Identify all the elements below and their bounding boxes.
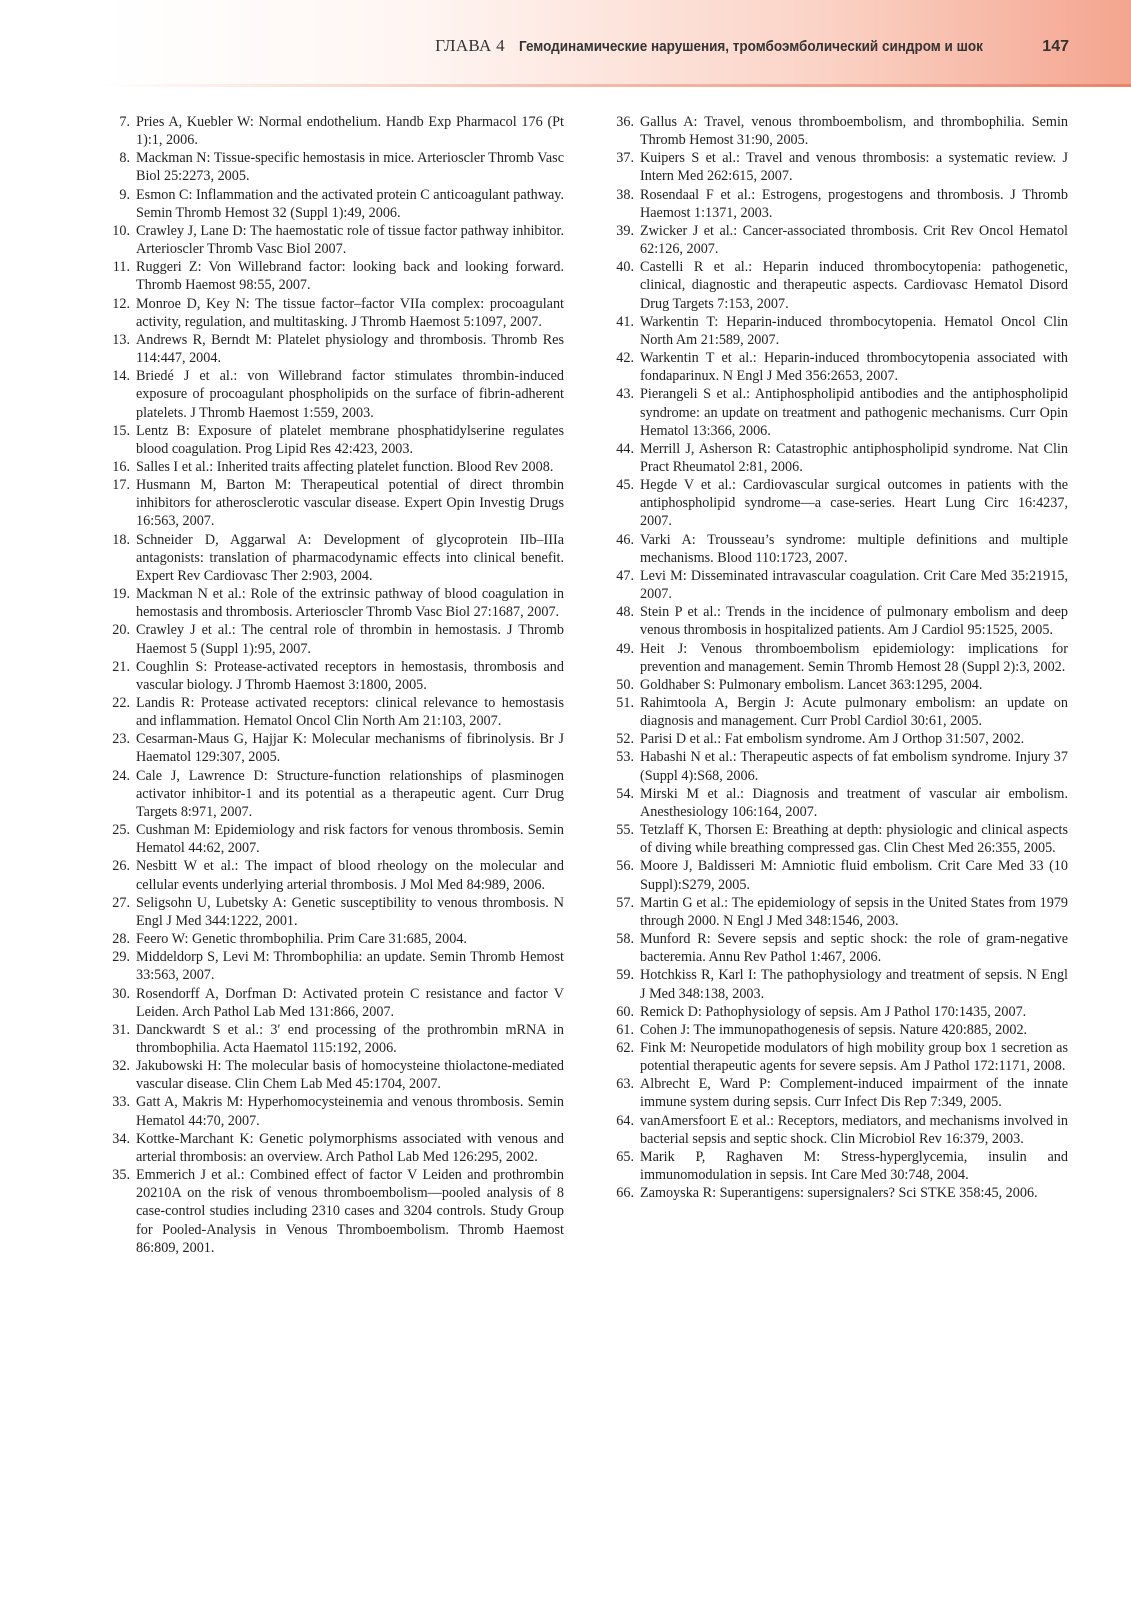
- reference-item: [100, 331, 564, 367]
- reference-number: 18.: [112, 531, 130, 548]
- reference-number: 40.: [616, 259, 634, 276]
- reference-text: Crawley J et al.: The central role of thrombin in hemostasis. J Thromb Haemost 5 (Suppl 1):95, 2007.: [136, 622, 564, 657]
- reference-number: 42.: [616, 350, 634, 367]
- reference-item: [604, 730, 1068, 748]
- reference-text: Cale J, Lawrence D: Structure-function relationships of plasminogen activator inhibitor-1 and its potential as a therapeutic agent. Curr Drug Targets 8:971, 2007.: [136, 767, 564, 820]
- reference-number: 47.: [616, 567, 634, 584]
- reference-text: Rahimtoola A, Bergin J: Acute pulmonary embolism: an update on diagnosis and management. Curr Probl Cardiol 30:61, 2005.: [640, 695, 1068, 730]
- reference-text: Briedé J et al.: von Willebrand factor stimulates thrombin-induced exposure of procoagulant phospholipids on the surface of fibrin-adherent platelets. J Thromb Haemost 1:559, 2003.: [136, 368, 564, 421]
- reference-item: [100, 113, 564, 149]
- reference-number: 35.: [112, 1167, 130, 1184]
- reference-number: 34.: [112, 1130, 130, 1147]
- reference-number: 52.: [616, 731, 634, 748]
- reference-number: 10.: [112, 222, 130, 239]
- reference-number: 48.: [616, 604, 634, 621]
- reference-number: 20.: [112, 622, 130, 639]
- reference-text: Merrill J, Asherson R: Catastrophic antiphospholipid syndrome. Nat Clin Pract Rheumatol 2:81, 2006.: [640, 440, 1068, 475]
- reference-item: [604, 857, 1068, 893]
- reference-text: Castelli R et al.: Heparin induced thrombocytopenia: pathogenetic, clinical, diagnostic and therapeutic aspects. Cardiovasc Hematol Disord Drug Targets 7:153, 2007.: [640, 259, 1068, 312]
- reference-item: [604, 676, 1068, 694]
- reference-text: Mackman N: Tissue-specific hemostasis in mice. Arterioscler Thromb Vasc Biol 25:2273, 2005.: [136, 150, 564, 185]
- reference-text: Albrecht E, Ward P: Complement-induced impairment of the innate immune system during sepsis. Curr Infect Dis Rep 7:349, 2005.: [640, 1076, 1068, 1111]
- reference-item: [100, 857, 564, 893]
- reference-text: Goldhaber S: Pulmonary embolism. Lancet 363:1295, 2004.: [640, 676, 983, 693]
- reference-number: 8.: [119, 150, 130, 167]
- reference-item: [100, 658, 564, 694]
- reference-number: 15.: [112, 422, 130, 439]
- reference-item: [604, 258, 1068, 312]
- reference-number: 63.: [616, 1076, 634, 1093]
- reference-item: [100, 948, 564, 984]
- reference-number: 38.: [616, 186, 634, 203]
- reference-number: 53.: [616, 749, 634, 766]
- reference-text: Schneider D, Aggarwal A: Development of glycoprotein IIb–IIIa antagonists: translation of pharmacodynamic effects into clinical benefit. Expert Rev Cardiovasc Ther 2:903, 2004.: [136, 531, 564, 584]
- reference-text: Warkentin T: Heparin-induced thrombocytopenia. Hematol Oncol Clin North Am 21:589, 2007.: [640, 313, 1068, 348]
- reference-text: Habashi N et al.: Therapeutic aspects of fat embolism syndrome. Injury 37 (Suppl 4):S68, 2006.: [640, 749, 1068, 784]
- reference-text: Rosendorff A, Dorfman D: Activated protein C resistance and factor V Leiden. Arch Pathol Lab Med 131:866, 2007.: [136, 985, 564, 1020]
- reference-number: 57.: [616, 894, 634, 911]
- reference-number: 54.: [616, 785, 634, 802]
- reference-number: 16.: [112, 458, 130, 475]
- reference-item: [100, 258, 564, 294]
- reference-item: [100, 149, 564, 185]
- reference-item: [100, 585, 564, 621]
- reference-item: [100, 985, 564, 1021]
- reference-number: 22.: [112, 695, 130, 711]
- reference-item: [604, 440, 1068, 476]
- reference-text: Emmerich J et al.: Combined effect of factor V Leiden and prothrombin 20210A on the risk of venous thromboembolism—pooled analysis of 8 case-control studies including 2310 cases and 3204 controls. Study Group for Pooled-Analysis in Venous Thromboembolism. Thromb Haemost 86:809, 2001.: [136, 1167, 564, 1256]
- reference-text: Middeldorp S, Levi M: Thrombophilia: an update. Semin Thromb Hemost 33:563, 2007.: [136, 949, 564, 984]
- reference-text: Gallus A: Travel, venous thromboembolism, and thrombophilia. Semin Thromb Hemost 31:90, 2005.: [640, 114, 1068, 149]
- reference-item: [100, 1166, 564, 1257]
- reference-text: Salles I et al.: Inherited traits affecting platelet function. Blood Rev 2008.: [136, 458, 554, 475]
- reference-text: Parisi D et al.: Fat embolism syndrome. Am J Orthop 31:507, 2002.: [640, 731, 1025, 748]
- reference-text: Landis R: Protease activated receptors: clinical relevance to hemostasis and inflammation. Hematol Oncol Clin North Am 21:103, 2007.: [136, 695, 564, 730]
- reference-number: 25.: [112, 822, 130, 839]
- reference-text: vanAmersfoort E et al.: Receptors, mediators, and mechanisms involved in bacterial sepsis and septic shock. Clin Microbiol Rev 16:379, 2003.: [640, 1112, 1068, 1147]
- reference-text: Zwicker J et al.: Cancer-associated thrombosis. Crit Rev Oncol Hematol 62:126, 2007.: [640, 222, 1068, 258]
- reference-number: 19.: [112, 586, 130, 603]
- reference-text: Stein P et al.: Trends in the incidence of pulmonary embolism and deep venous thrombosis in hospitalized patients. Am J Cardiol 95:1525, 2005.: [640, 604, 1068, 639]
- chapter-label: ГЛАВА 4: [435, 36, 505, 55]
- reference-number: 50.: [616, 676, 634, 693]
- reference-number: 64.: [616, 1112, 634, 1129]
- reference-number: 13.: [112, 331, 130, 348]
- reference-number: 58.: [616, 931, 634, 948]
- reference-item: [604, 1184, 1068, 1202]
- reference-number: 43.: [616, 386, 634, 403]
- reference-text: Andrews R, Berndt M: Platelet physiology and thrombosis. Thromb Res 114:447, 2004.: [136, 331, 564, 367]
- reference-number: 59.: [616, 967, 634, 984]
- reference-number: 65.: [616, 1148, 634, 1165]
- reference-item: [100, 476, 564, 530]
- reference-text: Fink M: Neuropetide modulators of high mobility group box 1 secretion as potential therapeutic agents for severe sepsis. Am J Pathol 172:1171, 2008.: [640, 1039, 1068, 1075]
- reference-number: 44.: [616, 440, 634, 457]
- reference-item: [100, 458, 564, 476]
- reference-text: Varki A: Trousseau’s syndrome: multiple definitions and multiple mechanisms. Blood 110:1723, 2007.: [640, 531, 1068, 566]
- reference-item: [604, 821, 1068, 857]
- reference-number: 24.: [112, 767, 130, 784]
- reference-number: 14.: [112, 368, 130, 385]
- reference-item: [100, 767, 564, 821]
- reference-item: [100, 1057, 564, 1093]
- reference-text: Ruggeri Z: Von Willebrand factor: looking back and looking forward. Thromb Haemost 98:55, 2007.: [136, 259, 564, 294]
- reference-number: 41.: [616, 313, 634, 330]
- reference-text: Rosendaal F et al.: Estrogens, progestogens and thrombosis. J Thromb Haemost 1:1371, 2003.: [640, 186, 1068, 221]
- reference-item: [604, 385, 1068, 439]
- reference-item: [604, 222, 1068, 258]
- reference-number: 66.: [616, 1185, 634, 1202]
- reference-text: Mirski M et al.: Diagnosis and treatment of vascular air embolism. Anesthesiology 106:164, 2007.: [640, 785, 1068, 820]
- reference-item: [604, 603, 1068, 639]
- header-rule: [100, 84, 1131, 87]
- reference-item: [100, 694, 564, 730]
- reference-text: Heit J: Venous thromboembolism epidemiology: implications for prevention and management. Semin Thromb Hemost 28 (Suppl 2):3, 2002.: [640, 640, 1068, 675]
- reference-number: 21.: [112, 658, 130, 675]
- reference-number: 27.: [112, 894, 130, 911]
- reference-item: [604, 1039, 1068, 1075]
- reference-item: [604, 1021, 1068, 1039]
- references-column-right: [604, 113, 1068, 1257]
- reference-item: [100, 1093, 564, 1129]
- reference-item: [100, 367, 564, 421]
- reference-item: [604, 313, 1068, 349]
- reference-text: Munford R: Severe sepsis and septic shock: the role of gram-negative bacteremia. Annu Rev Pathol 1:467, 2006.: [640, 931, 1068, 966]
- reference-text: Zamoyska R: Superantigens: supersignalers? Sci STKE 358:45, 2006.: [640, 1185, 1038, 1202]
- reference-number: 29.: [112, 949, 130, 966]
- reference-text: Feero W: Genetic thrombophilia. Prim Care 31:685, 2004.: [136, 931, 467, 948]
- reference-text: Remick D: Pathophysiology of sepsis. Am J Pathol 170:1435, 2007.: [640, 1003, 1027, 1020]
- reference-number: 11.: [112, 259, 130, 276]
- references-column-left: [100, 113, 564, 1257]
- reference-item: [604, 1075, 1068, 1111]
- reference-text: Warkentin T et al.: Heparin-induced thrombocytopenia associated with fondaparinux. N Engl J Med 356:2653, 2007.: [640, 350, 1068, 385]
- reference-number: 55.: [616, 822, 634, 839]
- reference-text: Pries A, Kuebler W: Normal endothelium. Handb Exp Pharmacol 176 (Pt 1):1, 2006.: [136, 114, 564, 149]
- reference-number: 51.: [616, 695, 634, 711]
- reference-item: [604, 567, 1068, 603]
- reference-text: Jakubowski H: The molecular basis of homocysteine thiolactone-mediated vascular disease. Clin Chem Lab Med 45:1704, 2007.: [136, 1058, 564, 1093]
- references-body: [100, 113, 1068, 1257]
- reference-text: Lentz B: Exposure of platelet membrane phosphatidylserine regulates blood coagulation. Prog Lipid Res 42:423, 2003.: [136, 422, 564, 457]
- reference-item: [604, 894, 1068, 930]
- reference-item: [604, 748, 1068, 784]
- reference-item: [100, 531, 564, 585]
- reference-item: [604, 149, 1068, 185]
- reference-number: 23.: [112, 731, 130, 748]
- reference-number: 7.: [119, 114, 130, 130]
- reference-text: Esmon C: Inflammation and the activated protein C anticoagulant pathway. Semin Thromb Hemost 32 (Suppl 1):49, 2006.: [136, 186, 564, 221]
- reference-item: [604, 113, 1068, 149]
- reference-number: 61.: [616, 1021, 634, 1038]
- reference-item: [100, 222, 564, 258]
- page-number: 147: [1042, 38, 1069, 55]
- reference-number: 36.: [616, 114, 634, 130]
- reference-list-left: [100, 113, 564, 1257]
- reference-item: [604, 930, 1068, 966]
- reference-item: [100, 894, 564, 930]
- reference-number: 49.: [616, 640, 634, 657]
- reference-text: Husmann M, Barton M: Therapeutical potential of direct thrombin inhibitors for atherosclerotic vascular disease. Expert Opin Investig Drugs 16:563, 2007.: [136, 477, 564, 530]
- reference-number: 62.: [616, 1039, 634, 1056]
- reference-text: Crawley J, Lane D: The haemostatic role of tissue factor pathway inhibitor. Arterioscler Thromb Vasc Biol 2007.: [136, 222, 564, 258]
- reference-text: Kottke-Marchant K: Genetic polymorphisms associated with venous and arterial thrombosis: an overview. Arch Pathol Lab Med 126:295, 2002.: [136, 1130, 564, 1165]
- reference-text: Cohen J: The immunopathogenesis of sepsis. Nature 420:885, 2002.: [640, 1021, 1028, 1038]
- reference-item: [604, 694, 1068, 730]
- reference-item: [604, 640, 1068, 676]
- reference-number: 28.: [112, 931, 130, 948]
- reference-text: Mackman N et al.: Role of the extrinsic pathway of blood coagulation in hemostasis and thrombosis. Arterioscler Thromb Vasc Biol 27:1687, 2007.: [136, 586, 564, 621]
- reference-item: [604, 349, 1068, 385]
- reference-item: [100, 930, 564, 948]
- running-header: [435, 36, 1069, 56]
- reference-number: 37.: [616, 150, 634, 167]
- reference-number: 12.: [112, 295, 130, 312]
- reference-number: 26.: [112, 858, 130, 875]
- reference-text: Moore J, Baldisseri M: Amniotic fluid embolism. Crit Care Med 33 (10 Suppl):S279, 2005.: [640, 858, 1068, 893]
- reference-text: Pierangeli S et al.: Antiphospholipid antibodies and the antiphospholipid syndrome: an update on treatment and pathogenic mechanisms. Curr Opin Hematol 13:366, 2006.: [640, 386, 1068, 439]
- chapter-title: Гемодинамические нарушения, тромбоэмболический синдром и шок: [518, 38, 983, 55]
- reference-number: 60.: [616, 1003, 634, 1020]
- reference-text: Monroe D, Key N: The tissue factor–factor VIIa complex: procoagulant activity, regulation, and multitasking. J Thromb Haemost 5:1097, 2007.: [136, 295, 564, 330]
- reference-item: [100, 621, 564, 657]
- reference-item: [100, 422, 564, 458]
- reference-text: Gatt A, Makris M: Hyperhomocysteinemia and venous thrombosis. Semin Hematol 44:70, 2007.: [136, 1094, 564, 1129]
- reference-text: Hegde V et al.: Cardiovascular surgical outcomes in patients with the antiphospholipid syndrome—a case-series. Heart Lung Circ 16:4237, 2007.: [640, 477, 1068, 530]
- reference-number: 45.: [616, 477, 634, 494]
- reference-number: 31.: [112, 1021, 130, 1038]
- reference-text: Martin G et al.: The epidemiology of sepsis in the United States from 1979 through 2000. N Engl J Med 348:1546, 2003.: [640, 894, 1068, 929]
- reference-item: [604, 531, 1068, 567]
- reference-text: Kuipers S et al.: Travel and venous thrombosis: a systematic review. J Intern Med 262:615, 2007.: [640, 150, 1068, 185]
- reference-list-right: [604, 113, 1068, 1202]
- reference-number: 17.: [112, 477, 130, 494]
- reference-number: 9.: [119, 186, 130, 203]
- reference-item: [100, 1021, 564, 1057]
- reference-number: 32.: [112, 1058, 130, 1075]
- reference-text: Levi M: Disseminated intravascular coagulation. Crit Care Med 35:21915, 2007.: [640, 567, 1068, 603]
- reference-text: Cushman M: Epidemiology and risk factors for venous thrombosis. Semin Hematol 44:62, 2007.: [136, 822, 564, 857]
- reference-item: [100, 821, 564, 857]
- reference-item: [604, 785, 1068, 821]
- reference-item: [604, 476, 1068, 530]
- reference-text: Hotchkiss R, Karl I: The pathophysiology and treatment of sepsis. N Engl J Med 348:138, 2003.: [640, 967, 1068, 1002]
- reference-item: [100, 1130, 564, 1166]
- reference-item: [100, 295, 564, 331]
- reference-number: 39.: [616, 222, 634, 239]
- reference-text: Seligsohn U, Lubetsky A: Genetic susceptibility to venous thrombosis. N Engl J Med 344:1222, 2001.: [136, 894, 564, 929]
- reference-number: 46.: [616, 531, 634, 548]
- reference-text: Danckwardt S et al.: 3′ end processing of the prothrombin mRNA in thrombophilia. Acta Haematol 115:192, 2006.: [136, 1021, 564, 1056]
- reference-item: [604, 1112, 1068, 1148]
- reference-item: [604, 186, 1068, 222]
- reference-number: 30.: [112, 985, 130, 1002]
- reference-text: Coughlin S: Protease-activated receptors in hemostasis, thrombosis and vascular biology. J Thromb Haemost 3:1800, 2005.: [136, 658, 564, 693]
- reference-number: 33.: [112, 1094, 130, 1111]
- reference-item: [604, 966, 1068, 1002]
- reference-item: [100, 730, 564, 766]
- reference-text: Cesarman-Maus G, Hajjar K: Molecular mechanisms of fibrinolysis. Br J Haematol 129:307, 2005.: [136, 731, 564, 766]
- reference-text: Nesbitt W et al.: The impact of blood rheology on the molecular and cellular events underlying arterial thrombosis. J Mol Med 84:989, 2006.: [136, 858, 564, 893]
- reference-item: [604, 1003, 1068, 1021]
- reference-item: [604, 1148, 1068, 1184]
- reference-text: Marik P, Raghaven M: Stress-hyperglycemia, insulin and immunomodulation in sepsis. Int Care Med 30:748, 2004.: [640, 1148, 1068, 1184]
- reference-item: [100, 186, 564, 222]
- reference-number: 56.: [616, 858, 634, 875]
- reference-text: Tetzlaff K, Thorsen E: Breathing at depth: physiologic and clinical aspects of diving while breathing compressed gas. Clin Chest Med 26:355, 2005.: [640, 822, 1068, 857]
